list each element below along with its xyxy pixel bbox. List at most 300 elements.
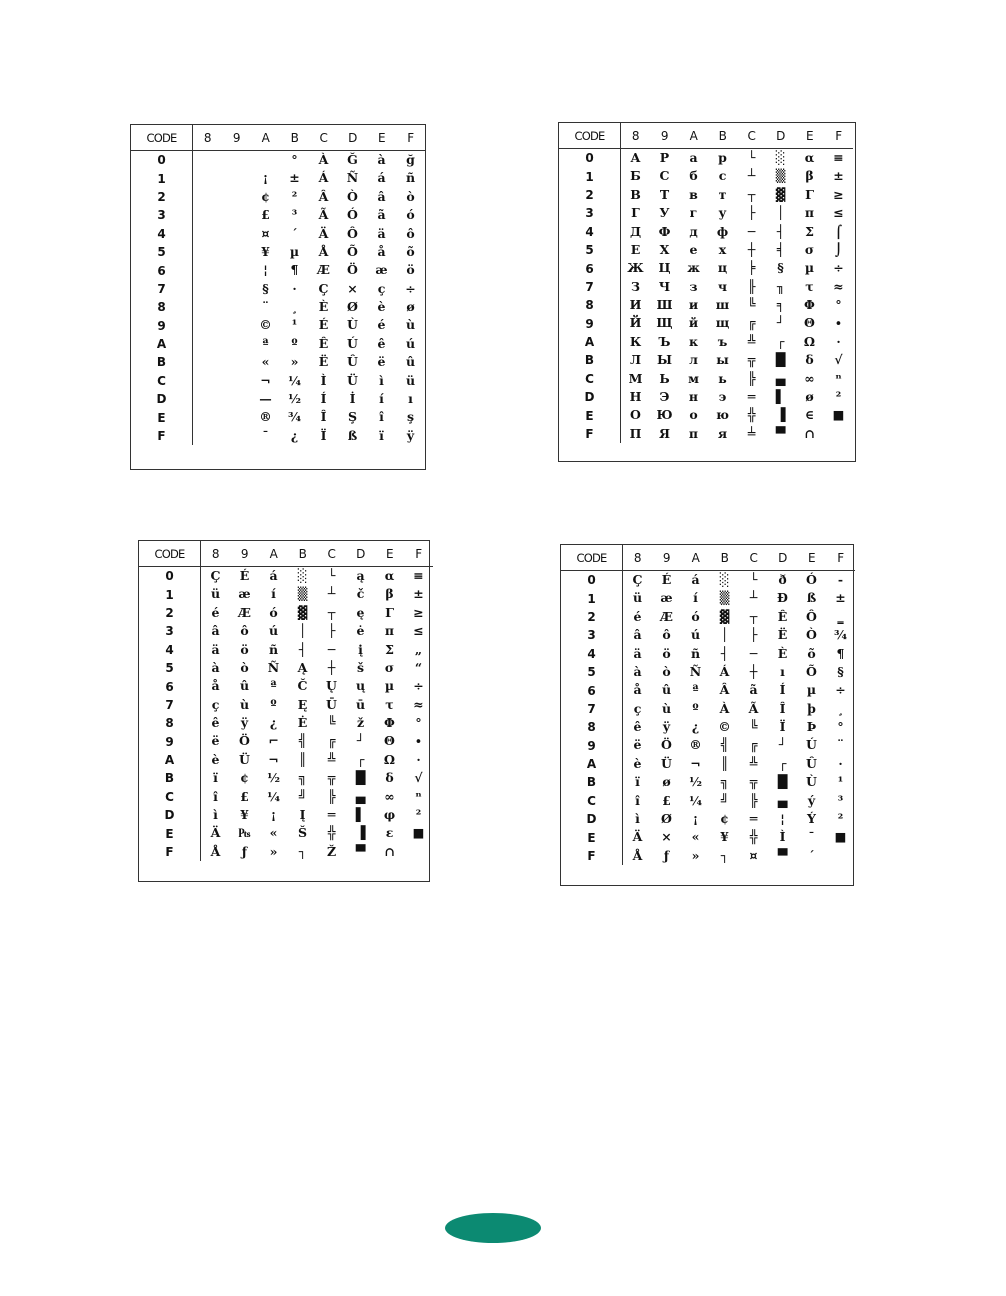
code-header: CODE [139,541,201,567]
char-cell: л [689,352,698,368]
char-cell: ÷ [835,682,846,698]
char-cell: ▓ [775,186,786,202]
char-cell: â [377,188,386,204]
char-cell: û [239,678,250,694]
char-cell: ° [835,297,842,313]
char-cell: ▒ [297,586,308,602]
char-cell: „ [414,641,423,657]
char-cell [222,298,251,316]
row-label: 2 [131,188,193,206]
row-label: 0 [139,567,201,585]
char-cell: µ [384,678,395,694]
char-cell: ² [415,807,422,823]
char-cell: σ [804,241,815,257]
char-cell: б [689,168,698,184]
char-cell [193,298,222,316]
char-cell: з [689,278,698,294]
row-label: A [131,335,193,353]
char-cell: ¶ [290,262,299,278]
column-header: B [288,541,317,567]
char-cell: ═ [749,811,758,827]
char-cell: Θ [804,315,815,331]
char-cell: à [211,659,220,675]
row-label: 5 [561,663,623,681]
char-cell: ╗ [720,774,729,790]
char-cell: Γ [805,186,814,202]
char-cell: ö [662,645,671,661]
char-cell: ¬ [268,751,279,767]
char-cell: ì [213,807,218,823]
char-cell: ┬ [747,186,756,202]
char-cell: ž [356,715,365,731]
char-cell: м [688,370,699,386]
char-cell: ª [692,682,699,698]
char-cell: ± [833,168,844,184]
char-cell: æ [375,262,388,278]
char-cell: ╔ [749,737,758,753]
char-cell: à [377,151,386,167]
char-cell: ╩ [749,755,758,771]
char-cell: г [689,205,698,221]
char-cell: ¡ [262,170,269,186]
char-cell: ч [717,278,728,294]
char-cell: К [629,333,642,349]
code-table-4 [560,544,854,886]
char-cell: Â [318,188,329,204]
char-cell: ų [355,678,366,694]
char-cell: ы [716,352,729,368]
char-cell: ⁿ [415,788,422,804]
char-cell: х [718,241,727,257]
char-cell: ì [635,811,640,827]
char-cell: ∙ [835,315,842,331]
char-cell: ¢ [261,188,270,204]
char-cell: ç [211,696,220,712]
char-cell: Σ [385,641,394,657]
column-header: D [338,125,367,151]
char-cell: ▀ [775,425,786,441]
char-cell: Ū [326,696,337,712]
char-cell: Ô [806,608,817,624]
char-cell: ¹ [837,774,844,790]
char-cell [404,843,433,861]
char-cell: Â [719,682,730,698]
column-header: F [826,545,855,571]
char-cell: ¨ [262,299,269,315]
char-cell: İ [349,391,356,407]
char-cell: ▓ [719,608,730,624]
column-header: D [768,545,797,571]
char-cell: ▄ [355,788,366,804]
char-cell: ╔ [327,733,336,749]
char-cell: ╠ [747,370,756,386]
char-cell: Φ [384,715,395,731]
char-cell: ¢ [720,811,729,827]
char-cell [251,151,280,169]
column-header: 8 [193,125,222,151]
char-cell: ≈ [833,278,844,294]
char-cell: ■ [832,407,845,423]
char-cell: ш [715,297,730,313]
char-cell: Õ [806,663,817,679]
char-cell: ¨ [837,737,844,753]
char-cell: э [718,389,727,405]
char-cell: ę [356,604,365,620]
char-cell: Þ [806,719,817,735]
char-cell: Á [719,663,730,679]
char-cell: É [661,571,672,587]
char-cell: ъ [717,333,728,349]
char-cell: ⌡ [834,241,843,257]
char-cell: О [630,407,641,423]
char-cell: È [777,645,788,661]
char-cell: ï [379,427,384,443]
char-cell: ─ [327,641,336,657]
char-cell: ú [405,335,416,351]
char-cell: π [804,205,815,221]
char-cell: ю [716,407,729,423]
char-cell: ¼ [266,788,281,804]
char-cell: ▒ [719,590,730,606]
char-cell: ═ [327,807,336,823]
char-cell: ╦ [747,352,756,368]
column-header: D [766,123,795,149]
char-cell: ┴ [327,586,336,602]
char-cell: ¾ [287,409,302,425]
char-cell [193,261,222,279]
char-cell [193,280,222,298]
char-cell: ╣ [720,737,729,753]
char-cell: а [689,149,698,165]
char-cell: ┐ [298,843,307,859]
row-label: 8 [561,718,623,736]
char-cell: ╝ [298,788,307,804]
column-header: F [396,125,425,151]
char-cell: Ö [239,733,250,749]
char-cell: ç [377,280,386,296]
char-cell: · [292,280,297,296]
row-label: 4 [559,223,621,241]
char-cell: ¤ [749,847,758,863]
char-cell: » [691,847,700,863]
char-cell: ƒ [241,843,248,859]
row-label: 5 [559,241,621,259]
char-cell: Ï [779,719,786,735]
char-cell: ε [385,825,394,841]
char-cell: ┬ [327,604,336,620]
char-cell: Į [299,807,306,823]
char-cell: £ [662,792,671,808]
char-cell: Å [632,847,643,863]
char-cell [222,169,251,187]
char-cell: ÿ [662,719,671,735]
char-cell: ╞ [747,260,756,276]
char-cell: « [261,354,270,370]
char-cell: ∈ [804,407,815,423]
char-cell: р [718,149,727,165]
char-cell: Û [806,755,817,771]
char-cell: ┤ [298,641,307,657]
char-cell: ▌ [355,807,366,823]
row-label: 9 [561,737,623,755]
row-label: E [559,406,621,424]
char-cell: ğ [406,151,415,167]
char-cell: ▀ [355,843,366,859]
column-header: A [251,125,280,151]
char-cell: ⁿ [835,370,842,386]
row-label: 3 [561,626,623,644]
row-label: C [559,370,621,388]
char-cell: й [688,315,699,331]
char-cell: è [211,751,220,767]
char-cell: ╝ [720,792,729,808]
char-cell: └ [747,149,756,165]
row-label: C [131,372,193,390]
char-cell: ½ [287,391,302,407]
char-cell: █ [355,770,366,786]
char-cell: ° [291,151,298,167]
char-cell: © [718,719,731,735]
row-label: 0 [559,149,621,167]
char-cell: Ç [210,567,221,583]
char-cell: ü [405,372,416,388]
row-label: 6 [561,681,623,699]
char-cell: ¥ [720,829,729,845]
char-cell: д [689,223,698,239]
char-cell: Я [658,425,671,441]
char-cell: ª [262,335,269,351]
char-cell: ³ [837,792,844,808]
char-cell: î [635,792,640,808]
char-cell: ╦ [327,770,336,786]
char-cell: ▐ [775,407,786,423]
column-header: 8 [621,123,650,149]
char-cell: Ъ [658,333,671,349]
char-cell: Ж [627,260,644,276]
char-cell: Ô [347,225,358,241]
char-cell: á [377,170,386,186]
column-header: C [309,125,338,151]
char-cell: ≤ [413,623,424,639]
char-cell: ╬ [327,825,336,841]
char-cell: у [718,205,727,221]
column-header: C [737,123,766,149]
char-cell: ¦ [780,811,785,827]
char-cell: ■ [834,829,847,845]
char-cell: ■ [412,825,425,841]
row-label: A [139,751,201,769]
char-cell: ï [213,770,218,786]
char-cell: ù [405,317,416,333]
char-cell: А [630,149,641,165]
char-cell: ä [377,225,386,241]
char-cell: Ω [383,751,396,767]
char-cell: å [633,682,642,698]
char-cell: ï [635,774,640,790]
row-label: C [561,792,623,810]
row-label: B [139,769,201,787]
char-cell: п [688,425,699,441]
char-cell: Ä [632,829,643,845]
row-label: 1 [559,167,621,185]
char-cell: Ю [656,407,673,423]
char-cell: º [692,700,699,716]
char-cell: ¡ [270,807,277,823]
char-cell: │ [720,627,729,643]
char-cell: ┼ [747,241,756,257]
char-cell: ¿ [691,719,700,735]
char-cell: Å [318,243,329,259]
char-cell: ┘ [778,737,787,753]
row-label: 1 [131,169,193,187]
row-label: 6 [131,261,193,279]
row-label: D [131,390,193,408]
char-cell: ≡ [833,149,844,165]
char-cell: И [629,297,642,313]
char-cell: в [689,186,698,202]
char-cell: │ [776,205,785,221]
char-cell: ÷ [405,280,416,296]
char-cell: Ò [347,188,358,204]
char-cell: щ [715,315,730,331]
char-cell: т [718,186,727,202]
char-cell [222,408,251,426]
char-cell: Ė [297,715,308,731]
row-label: 3 [131,206,193,224]
code-table-1 [130,124,426,470]
char-cell: þ [807,700,816,716]
column-header: F [824,123,853,149]
row-label: 0 [561,571,623,589]
char-cell: ├ [327,623,336,639]
char-cell: ú [268,623,279,639]
char-cell: Ö [661,737,672,753]
char-cell: ü [210,586,221,602]
char-cell: Ü [239,751,250,767]
row-label: 8 [559,296,621,314]
column-header: B [708,123,737,149]
char-cell: Õ [347,243,358,259]
char-cell: Ы [656,352,673,368]
char-cell: ý [807,792,816,808]
column-header: A [679,123,708,149]
char-cell: - [837,571,844,587]
char-cell: Ü [347,372,358,388]
char-cell: å [211,678,220,694]
row-label: 2 [561,608,623,626]
char-cell: ë [633,737,642,753]
row-label: 5 [139,659,201,677]
column-header: 8 [201,541,230,567]
char-cell: · [836,333,841,349]
char-cell: ▒ [775,168,786,184]
char-cell: ¬ [260,372,271,388]
char-cell: ╚ [749,719,758,735]
char-cell: ─ [749,645,758,661]
char-cell: ╚ [327,715,336,731]
char-cell: § [262,280,269,296]
char-cell: Ų [326,678,337,694]
char-cell: ô [406,225,415,241]
char-cell: · [838,755,843,771]
row-label: 1 [139,585,201,603]
char-cell: Ц [658,260,671,276]
char-cell: ▄ [777,792,788,808]
char-cell: Ã [748,700,759,716]
char-cell: о [689,407,698,423]
row-label: 0 [131,151,193,169]
row-label: 7 [131,280,193,298]
column-header: E [795,123,824,149]
char-cell: ¤ [261,225,270,241]
char-cell: Ú [347,335,358,351]
char-cell: ñ [405,170,416,186]
char-cell [222,243,251,261]
char-cell: ▓ [297,604,308,620]
char-cell: ≥ [413,604,424,620]
char-cell: § [777,260,784,276]
char-cell: ═ [747,389,756,405]
char-cell: π [384,623,395,639]
char-cell: ê [633,719,642,735]
char-cell [193,408,222,426]
row-label: 4 [561,645,623,663]
char-cell: Ó [347,207,358,223]
char-cell: ¶ [836,645,845,661]
char-cell: ø [805,389,814,405]
char-cell: ´ [291,225,298,241]
char-cell: ° [415,715,422,731]
char-cell: ã [749,682,758,698]
char-cell: ░ [297,567,308,583]
char-cell: ╡ [776,241,785,257]
char-cell: Э [659,389,670,405]
row-label: D [561,810,623,828]
char-cell: ÷ [413,678,424,694]
char-cell [193,225,222,243]
char-cell: ¸ [837,700,844,716]
char-cell: š [356,659,365,675]
char-cell: ┌ [776,333,785,349]
column-header: C [739,545,768,571]
char-cell [193,317,222,335]
char-cell: ô [662,627,671,643]
char-cell: í [271,586,276,602]
char-cell [826,847,855,865]
char-cell: Í [320,391,327,407]
char-cell: ò [240,659,249,675]
char-cell: Š [297,825,308,841]
char-cell: Ç [318,280,329,296]
code-table-2 [558,122,856,462]
char-cell: ¯ [808,829,815,845]
char-cell: я [717,425,728,441]
char-cell: ø [406,299,415,315]
row-label: 7 [559,278,621,296]
char-cell: ´ [808,847,815,863]
char-cell: Ë [318,354,329,370]
char-cell: Ò [806,627,817,643]
char-cell: │ [298,623,307,639]
char-cell: ┘ [776,315,785,331]
char-cell: Ä [210,825,221,841]
char-cell: Ñ [267,659,280,675]
char-cell: ╔ [747,315,756,331]
char-cell: √ [834,352,843,368]
char-cell: ≤ [833,205,844,221]
column-header: E [375,541,404,567]
char-cell: Ì [779,829,786,845]
